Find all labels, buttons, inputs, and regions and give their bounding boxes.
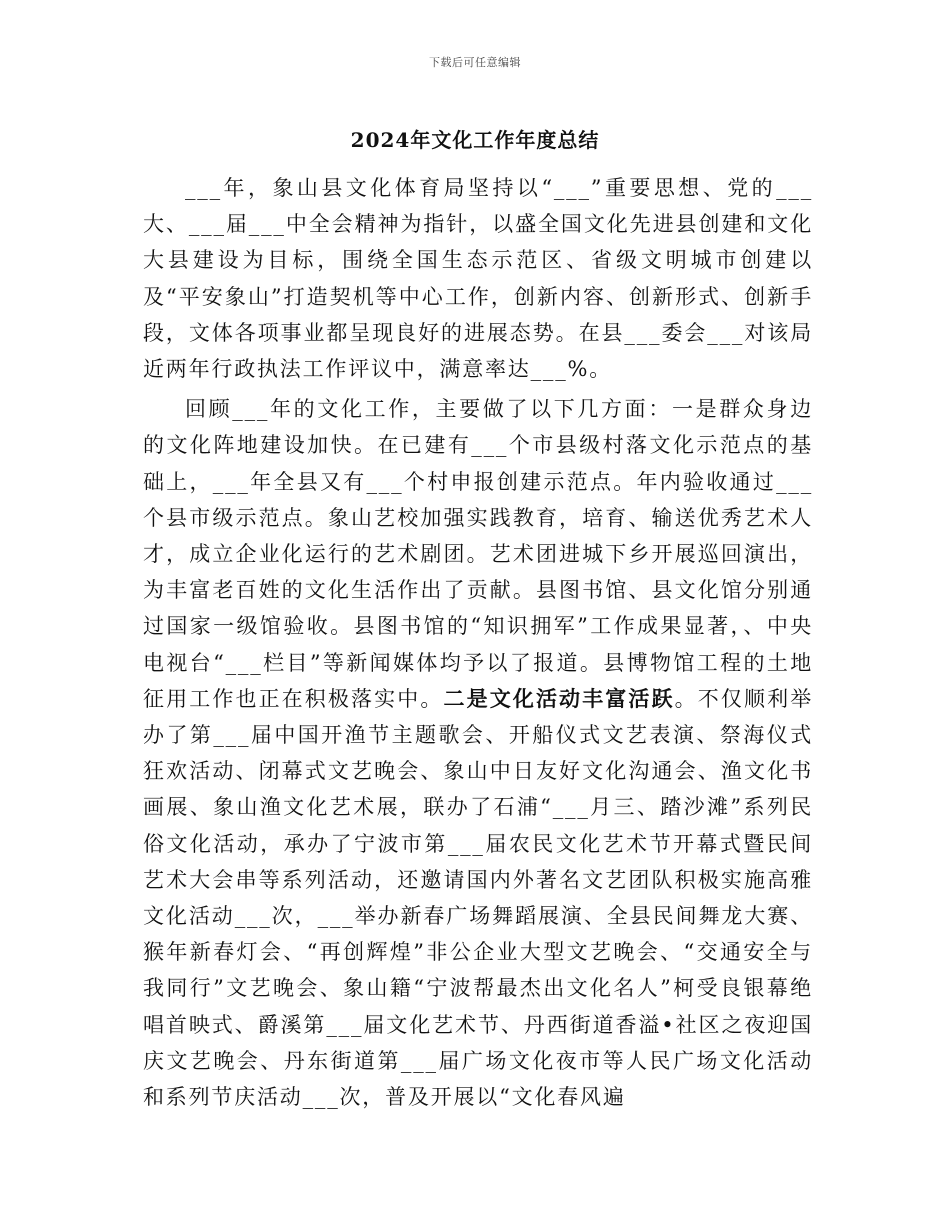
header-note: 下载后可任意编辑 [429, 56, 521, 69]
paragraph-2-bold-heading: 二是文化活动丰富活跃 [443, 685, 675, 711]
paragraph-1: ___年，象山县文化体育局坚持以“___”重要思想、党的___大、___届___中全会精神为指针，以盛全国文化先进县创建和文化大县建设为目标，围绕全国生态示范区、省级文明城市创建以及“平安象山”打造契机等中心工作，创新内容、创新形式、创新手段，文体各项事业都呈现良好的进展态势。在县___委会___对该局近两年行政执法工作评议中，满意率达___%。 [143, 176, 813, 382]
paragraph-2 [143, 391, 813, 1115]
paragraph-2-text-a: 回顾___年的文化工作，主要做了以下几方面：一是群众身边的文化阵地建设加快。在已建有___个市县级村落文化示范点的基础上，___年全县又有___个村申报创建示范点。年内验收通过___个县市级示范点。象山艺校加强实践教育，培育、输送优秀艺术人才，成立企业化运行的艺术剧团。艺术团进城下乡开展巡回演出，为丰富老百姓的文化生活作出了贡献。县图书馆、县文化馆分别通过国家一级馆验收。县图书馆的“知识拥军”工作成果显著，、中央电视台“___栏目”等新闻媒体均予以了报道。县博物馆工程的土地征用工作也正在积极落实中。 [143, 397, 813, 711]
paragraph-2-text-b: 。不仅顺利举办了第___届中国开渔节主题歌会、开船仪式文艺表演、祭海仪式狂欢活动、闭幕式文艺晚会、象山中日友好文化沟通会、渔文化书画展、象山渔文化艺术展，联办了石浦“___月三、踏沙滩”系列民俗文化活动，承办了宁波市第___届农民文化艺术节开幕式暨民间艺术大会串等系列活动，还邀请国内外著名文艺团队积极实施高雅文化活动___次，___举办新春广场舞蹈展演、全县民间舞龙大赛、猴年新春灯会、“再创辉煌”非公企业大型文艺晚会、“交通安全与我同行”文艺晚会、象山籍“宁波帮最杰出文化名人”柯受良银幕绝唱首映式、爵溪第___届文化艺术节、丹西街道香溢•社区之夜迎国庆文艺晚会、丹东街道第___届广场文化夜市等人民广场文化活动和系列节庆活动___次，普及开展以“文化春风遍 [143, 686, 813, 1110]
document-title: 2024年文化工作年度总结 [350, 128, 600, 152]
document-body [143, 170, 813, 1119]
